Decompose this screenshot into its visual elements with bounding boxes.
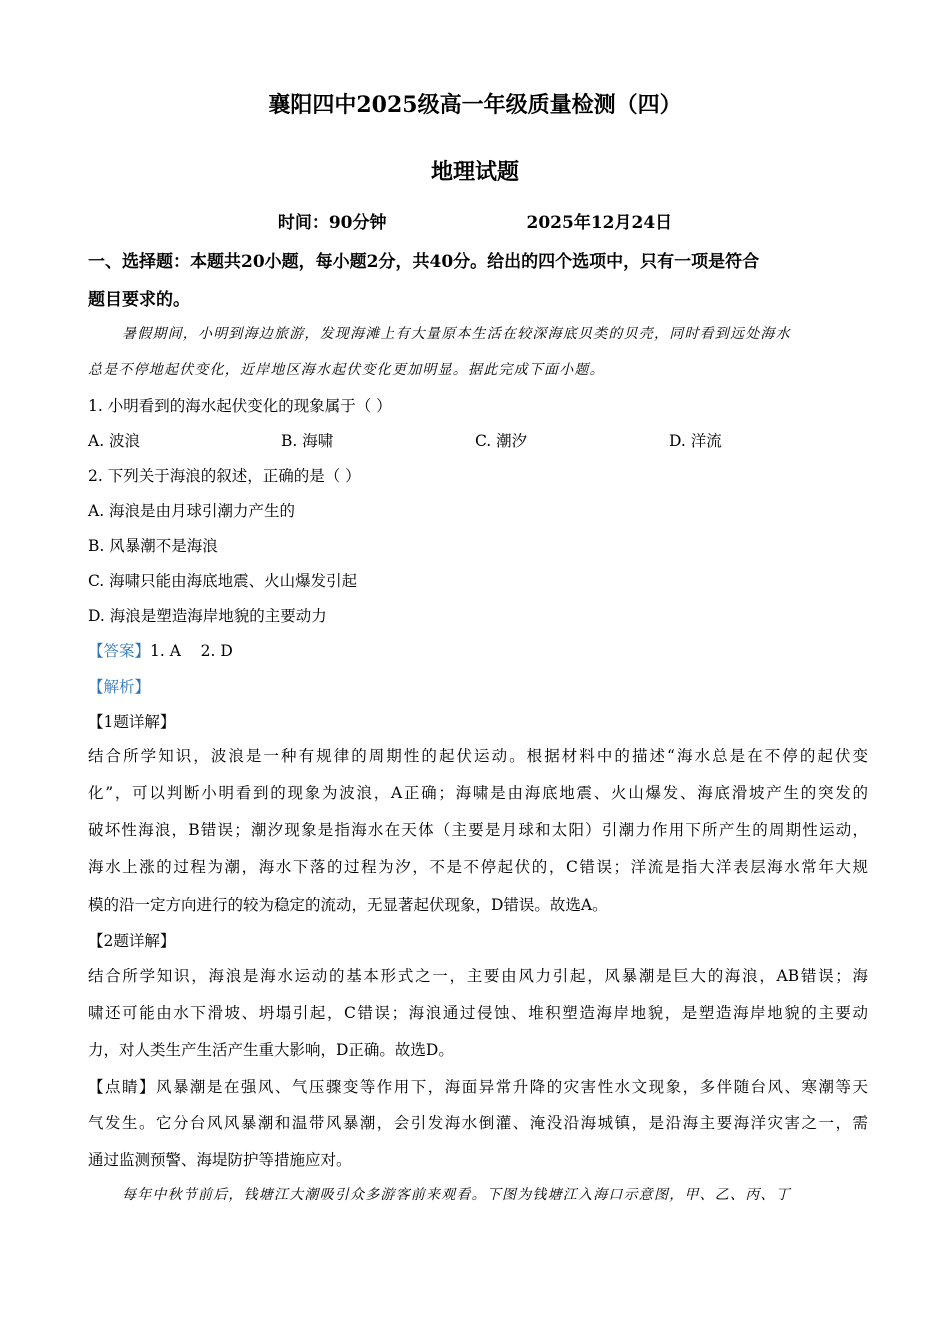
detail2-label: 【2题详解】 [88, 932, 176, 950]
detail1-line: 海水上涨的过程为潮，海水下落的过程为汐，不是不停起伏的，C错误；洋流是指大洋表层海水常年大规 [88, 858, 868, 876]
q1-option-d: D. 洋流 [669, 432, 722, 450]
q1-option-b: B. 海啸 [281, 432, 334, 450]
q2-option-a: A. 海浪是由月球引潮力产生的 [88, 502, 296, 520]
exam-title: 襄阳四中2025级高一年级质量检测（四） [268, 92, 682, 118]
tip-line: 通过监测预警、海堤防护等措施应对。 [88, 1151, 352, 1169]
q2-option-c: C. 海啸只能由海底地震、火山爆发引起 [88, 572, 358, 590]
detail1-line: 结合所学知识，波浪是一种有规律的周期性的起伏运动。根据材料中的描述“海水总是在不停的起伏变 [88, 747, 868, 765]
tip-line: 【点睛】风暴潮是在强风、气压骤变等作用下，海面异常升降的灾害性水文现象，多伴随台风、寒潮等天 [88, 1078, 868, 1096]
analysis-label: 【解析】 [88, 678, 151, 696]
answer-text: 1. A 2. D [150, 642, 233, 660]
detail1-line: 模的沿一定方向进行的较为稳定的流动，无显著起伏现象，D错误。故选A。 [88, 896, 608, 914]
detail2-line: 力，对人类生产生活产生重大影响，D正确。故选D。 [88, 1041, 454, 1059]
passage1-line2: 总是不停地起伏变化，近岸地区海水起伏变化更加明显。据此完成下面小题。 [88, 362, 605, 378]
detail2-line: 结合所学知识，海浪是海水运动的基本形式之一，主要由风力引起，风暴潮是巨大的海浪，AB错误；海 [88, 967, 868, 985]
section-heading-line1: 一、选择题：本题共20小题，每小题2分，共40分。给出的四个选项中，只有一项是符合 [88, 252, 760, 272]
tip-line: 气发生。它分台风风暴潮和温带风暴潮，会引发海水倒灌、淹没沿海城镇，是沿海主要海洋灾害之一，需 [88, 1114, 868, 1132]
subject-title: 地理试题 [430, 159, 519, 185]
q1-option-c: C. 潮汐 [475, 432, 528, 450]
detail2-line: 啸还可能由水下滑坡、坍塌引起，C错误；海浪通过侵蚀、堆积塑造海岸地貌，是塑造海岸地貌的主要动 [88, 1004, 868, 1022]
exam-meta [0, 208, 950, 233]
q1-stem: 1. 小明看到的海水起伏变化的现象属于（ ） [88, 397, 392, 415]
passage2-line1: 每年中秋节前后，钱塘江大潮吸引众多游客前来观看。下图为钱塘江入海口示意图，甲、乙、丙、丁 [122, 1187, 791, 1203]
section-heading-line2: 题目要求的。 [88, 290, 190, 310]
passage1-line1: 暑假期间，小明到海边旅游，发现海滩上有大量原本生活在较深海底贝类的贝壳，同时看到远处海水 [122, 326, 791, 342]
q2-option-b: B. 风暴潮不是海浪 [88, 537, 218, 555]
exam-date: 2025年12月24日 [526, 213, 673, 233]
q1-option-a: A. 波浪 [88, 432, 141, 450]
detail1-line: 化”，可以判断小明看到的现象为波浪，A正确；海啸是由海底地震、火山爆发、海底滑坡产生的突发的 [88, 784, 868, 802]
exam-time: 时间：90分钟 [277, 213, 387, 233]
answer-label: 【答案】 [88, 642, 151, 660]
q2-stem: 2. 下列关于海浪的叙述，正确的是（ ） [88, 467, 361, 485]
detail1-line: 破坏性海浪，B错误；潮汐现象是指海水在天体（主要是月球和太阳）引潮力作用下所产生的周期性运动， [88, 821, 868, 839]
q2-option-d: D. 海浪是塑造海岸地貌的主要动力 [88, 607, 327, 625]
answer-line [88, 639, 868, 661]
detail1-label: 【1题详解】 [88, 713, 176, 731]
